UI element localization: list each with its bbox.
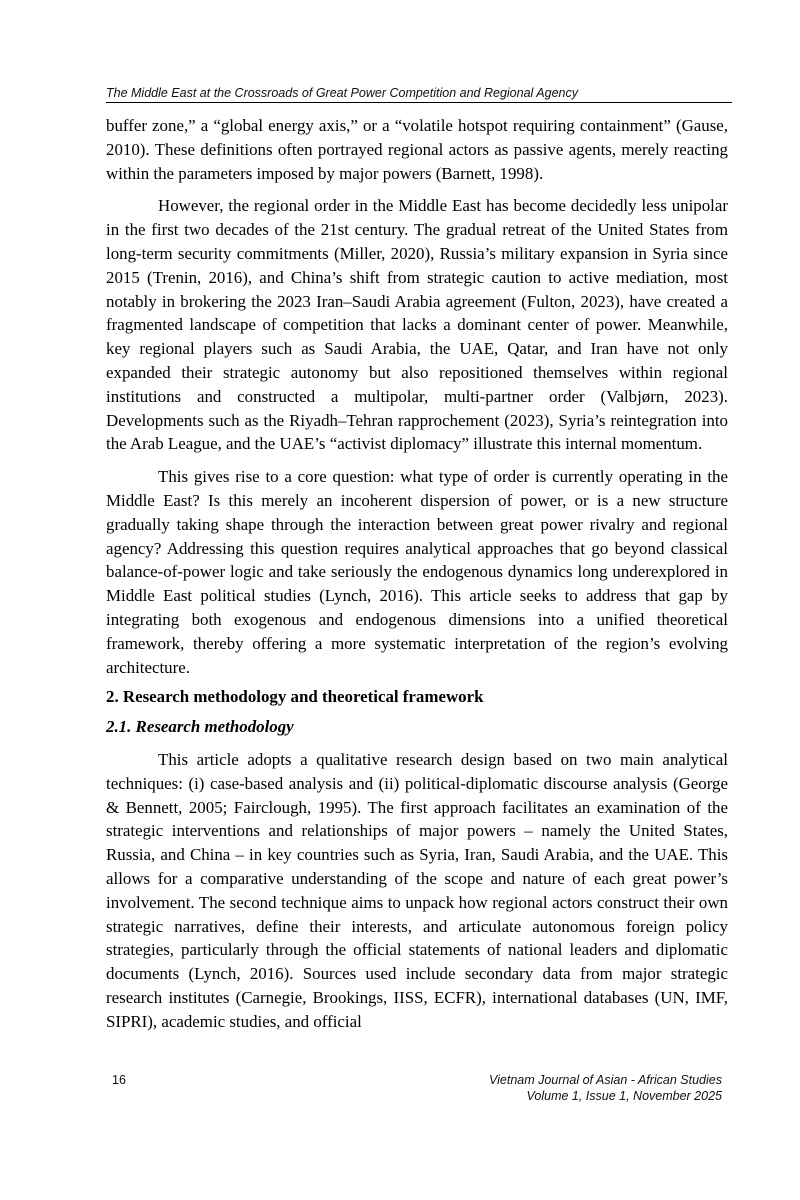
section-heading: 2. Research methodology and theoretical framework [106, 687, 484, 707]
paragraph-regional-order: However, the regional order in the Middle East has become decidedly less unipolar in the first two decades of the 21st century. The gradual retreat of the United States from long-term security commitments (Miller, 2020), Russia’s military expansion in Syria since 2015 (Trenin, 2016), and China’s shift from strategic caution to active mediation, most notably in brokering the 2023 Iran–Saudi Arabia agreement (Fulton, 2023), have created a fragmented landscape of competition that lacks a dominant center of power. Meanwhile, key regional players such as Saudi Arabia, the UAE, Qatar, and Iran have not only expanded their strategic autonomy but also repositioned themselves within regional institutions and constructed a multipolar, multi-partner order (Valbjørn, 2023). Developments such as the Riyadh–Tehran rapprochement (2023), Syria’s reintegration into the Arab League, and the UAE’s “activist diplomacy” illustrate this internal momentum. [106, 196, 728, 454]
journal-issue: Volume 1, Issue 1, November 2025 [526, 1088, 722, 1103]
journal-citation [489, 1073, 722, 1104]
subsection-heading: 2.1. Research methodology [106, 717, 294, 737]
paragraph-core-question: This gives rise to a core question: what type of order is currently operating in the Middle East? Is this merely an incoherent dispersion of power, or is a new structure gradually taking shape through the interaction between great power rivalry and regional agency? Addressing this question requires analytical approaches that go beyond classical balance-of-power logic and take seriously the endogenous dynamics long underexplored in Middle East political studies (Lynch, 2016). This article seeks to address that gap by integrating both exogenous and endogenous dimensions into a unified theoretical framework, thereby offering a more systematic interpretation of the region’s evolving architecture. [106, 467, 728, 677]
page-number: 16 [112, 1073, 126, 1087]
header-divider [106, 102, 732, 103]
paragraph-methodology: This article adopts a qualitative research design based on two main analytical techniques: (i) case-based analysis and (ii) political-diplomatic discourse analysis (George & Bennett, 2005; Fairclough, 1995). The first approach facilitates an examination of the strategic interventions and relationships of major powers – namely the United States, Russia, and China – in key countries such as Syria, Iran, Saudi Arabia, and the UAE. This allows for a comparative understanding of the scope and nature of each great power’s involvement. The second technique aims to unpack how regional actors construct their own strategic narratives, define their interests, and articulate autonomous foreign policy strategies, particularly through the official statements of national leaders and diplomatic documents (Lynch, 2016). Sources used include secondary data from major strategic research institutes (Carnegie, Brookings, IISS, ECFR), international databases (UN, IMF, SIPRI), academic studies, and official [106, 749, 728, 1031]
paragraph-continuation: buffer zone,” a “global energy axis,” or a “volatile hotspot requiring containment” (Gause, 2010). These definitions often portrayed regional actors as passive agents, merely reacting within the parameters imposed by major powers (Barnett, 1998). [106, 116, 728, 183]
article-body [106, 114, 728, 1033]
journal-name: Vietnam Journal of Asian - African Studies [489, 1073, 722, 1087]
running-header-title: The Middle East at the Crossroads of Great Power Competition and Regional Agency [106, 86, 579, 100]
